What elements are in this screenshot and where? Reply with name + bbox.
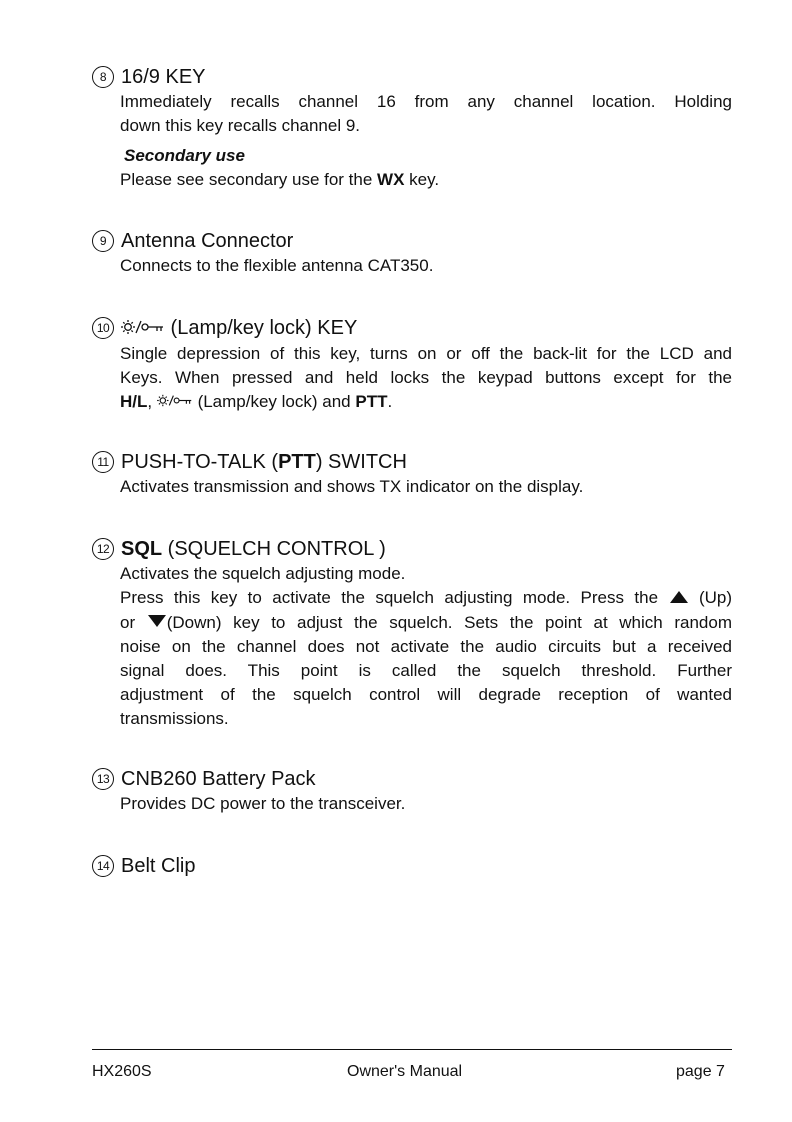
wx-key-name: WX	[377, 170, 405, 189]
body-line: Single depression of this key, turns on or off the back-lit for the LCD and	[120, 343, 732, 363]
section-heading	[92, 449, 732, 475]
body-line: adjustment of the squelch control will degrade reception of wanted	[120, 685, 732, 705]
section-heading	[92, 64, 732, 90]
section-title: (Lamp/key lock) KEY	[165, 317, 358, 339]
section-title: Antenna Connector	[121, 230, 294, 252]
body-line: Keys. When pressed and held locks the keypad buttons except for the	[120, 367, 732, 387]
item-number: 10	[92, 317, 114, 339]
body-line: Connects to the flexible antenna CAT350.	[120, 256, 434, 275]
section-title: Belt Clip	[121, 855, 196, 877]
text: ,	[147, 391, 157, 411]
text: Press this key to activate the squelch adjusting mode. Press the	[120, 588, 669, 607]
section-battery-pack	[92, 766, 732, 816]
ptt-key-name: PTT	[355, 391, 388, 411]
section-belt-clip	[92, 853, 732, 879]
footer-model: HX260S	[92, 1063, 152, 1080]
body-line	[120, 611, 732, 636]
section-heading	[92, 315, 732, 342]
lamp-key-lock-icon	[121, 316, 165, 342]
text: (Lamp/key lock) and	[192, 391, 356, 411]
section-heading	[92, 536, 732, 562]
footer-divider	[92, 1049, 732, 1050]
item-number: 13	[92, 768, 114, 790]
section-lamp-key-lock	[92, 315, 732, 414]
section-title: ) SWITCH	[315, 451, 407, 473]
item-number: 11	[92, 451, 114, 473]
section-16-9-key	[92, 64, 732, 192]
body-line: signal does. This point is called the squelch threshold. Further	[120, 661, 732, 681]
section-heading	[92, 766, 732, 792]
text: key.	[404, 170, 440, 189]
item-number: 14	[92, 855, 114, 877]
section-title: PUSH-TO-TALK (	[121, 451, 279, 473]
section-title: 16/9 KEY	[121, 66, 206, 88]
section-title: CNB260 Battery Pack	[121, 768, 316, 790]
body-line: down this key recalls channel 9.	[120, 116, 361, 135]
body-line	[120, 168, 732, 192]
item-number: 8	[92, 66, 114, 88]
secondary-use-label: Secondary use	[124, 146, 245, 165]
text: .	[387, 391, 393, 411]
section-push-to-talk	[92, 449, 732, 499]
body-line: Immediately recalls channel 16 from any channel location. Holding	[120, 92, 732, 111]
down-triangle-icon	[147, 611, 167, 635]
item-number: 12	[92, 538, 114, 560]
body-line: Activates transmission and shows TX indicator on the display.	[120, 477, 584, 496]
body-line	[120, 390, 732, 415]
item-number: 9	[92, 230, 114, 252]
text: or	[120, 612, 147, 632]
up-triangle-icon	[669, 587, 689, 611]
text: (Down) key to adjust the squelch. Sets the point at which random	[166, 612, 732, 632]
body-line: transmissions.	[120, 709, 229, 729]
section-heading	[92, 853, 732, 879]
lamp-key-lock-icon	[157, 390, 193, 414]
footer-title: Owner's Manual	[347, 1063, 463, 1080]
body-line: noise on the channel does not activate the audio circuits but a received	[120, 637, 732, 657]
section-title: (SQUELCH CONTROL )	[162, 538, 386, 560]
ptt-key-name: PTT	[278, 451, 316, 473]
footer-page-number: page 7	[676, 1063, 725, 1080]
text: Please see secondary use for the	[120, 170, 378, 189]
body-line	[120, 586, 732, 611]
body-line: Activates the squelch adjusting mode.	[120, 564, 406, 583]
sql-key-name: SQL	[121, 538, 163, 560]
section-antenna-connector	[92, 228, 732, 278]
body-line: Provides DC power to the transceiver.	[120, 794, 406, 813]
section-squelch-control	[92, 536, 732, 731]
text: (Up)	[688, 588, 733, 607]
section-heading	[92, 228, 732, 254]
hl-key-name: H/L	[120, 391, 148, 411]
